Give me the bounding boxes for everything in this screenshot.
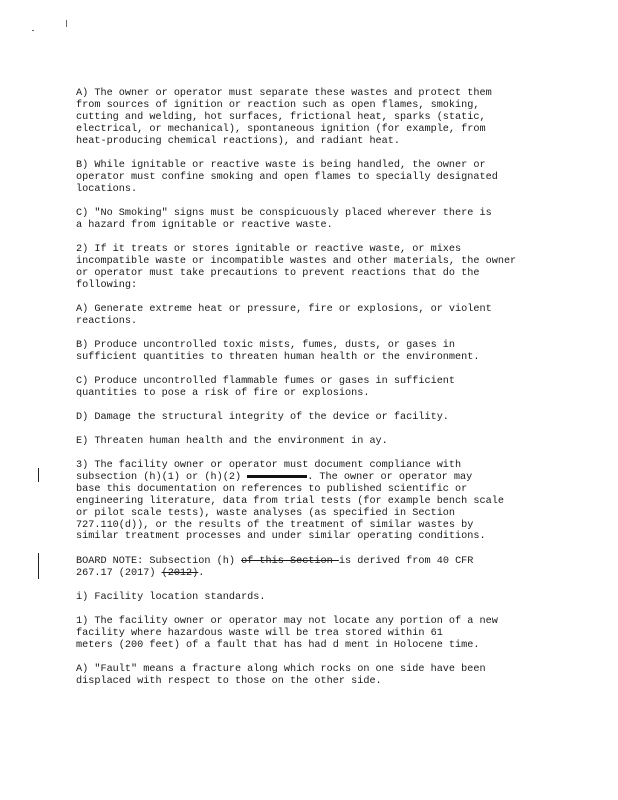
struck-text: of this Section [241, 556, 339, 567]
board-note: BOARD NOTE: Subsection (h) of this Section is derived from 40 CFR 267.17 (2017) (2012). [76, 556, 474, 579]
paragraph-c-no-smoking: C) "No Smoking" signs must be conspicuously placed wherever there is a hazard from ignitable or reactive waste. [76, 208, 492, 231]
subsection-line: subsection (h)(1) or (h)(2) . The owner or operator may [76, 471, 473, 483]
paragraph-b-handled: B) While ignitable or reactive waste is being handled, the owner or operator must confine smoking and open flames to specially designated locations. [76, 160, 498, 195]
heading-facility-location: i) Facility location standards. [76, 592, 266, 603]
revision-bar [38, 553, 39, 579]
scan-mark [32, 30, 34, 31]
paragraph-d-damage: D) Damage the structural integrity of the device or facility. [76, 412, 449, 423]
paragraph-a-fault-definition: A) "Fault" means a fracture along which rocks on one side have been displaced with respect to those on the other side. [76, 664, 486, 687]
paragraph-a-heat: A) Generate extreme heat or pressure, fire or explosions, or violent reactions. [76, 304, 492, 327]
struck-text: (2012) [161, 567, 199, 579]
paragraph-2-precautions: 2) If it treats or stores ignitable or reactive waste, or mixes incompatible waste or incompatible wastes and other materials, the owner or operator must take precautions to prevent reactions that do the following: [76, 244, 517, 291]
paragraph-c-flammable: C) Produce uncontrolled flammable fumes or gases in sufficient quantities to pose a risk of fire or explosions. [76, 376, 456, 399]
paragraph-a-separate: A) The owner or operator must separate these wastes and protect them from sources of ignition or reaction such as open flames, smoking, cutting and welding, hot surfaces, frictional heat, sparks (static, electrical, or mechanical), spontaneous ignition (for example, from heat-producing chemical reactions), and radiant heat. [76, 88, 492, 147]
scan-mark [66, 20, 67, 27]
paragraph-3-document: 3) The facility owner or operator must document compliance with subsection (h)(1) or (h)(2) . The owner or operator may base this documentation on references to published scientific or engineering literature, data from trial tests (for example bench scale or pilot scale tests), waste analyses (as specified in Section 727.110(d)), or the results of the treatment of similar wastes by similar treatment processes and under similar operating conditions. [76, 460, 546, 543]
paragraph-1-fault: 1) The facility owner or operator may not locate any portion of a new facility where hazardous waste will be trea stored within 61 meters (200 feet) of a fault that has had d ment in Holocene time. [76, 616, 498, 651]
paragraph-b-toxic: B) Produce uncontrolled toxic mists, fumes, dusts, or gases in sufficient quantities to threaten human health or the environment. [76, 340, 480, 363]
paragraph-e-threaten: E) Threaten human health and the environment in ay. [76, 436, 388, 447]
redacted-text [247, 475, 307, 478]
revision-bar [38, 468, 39, 482]
